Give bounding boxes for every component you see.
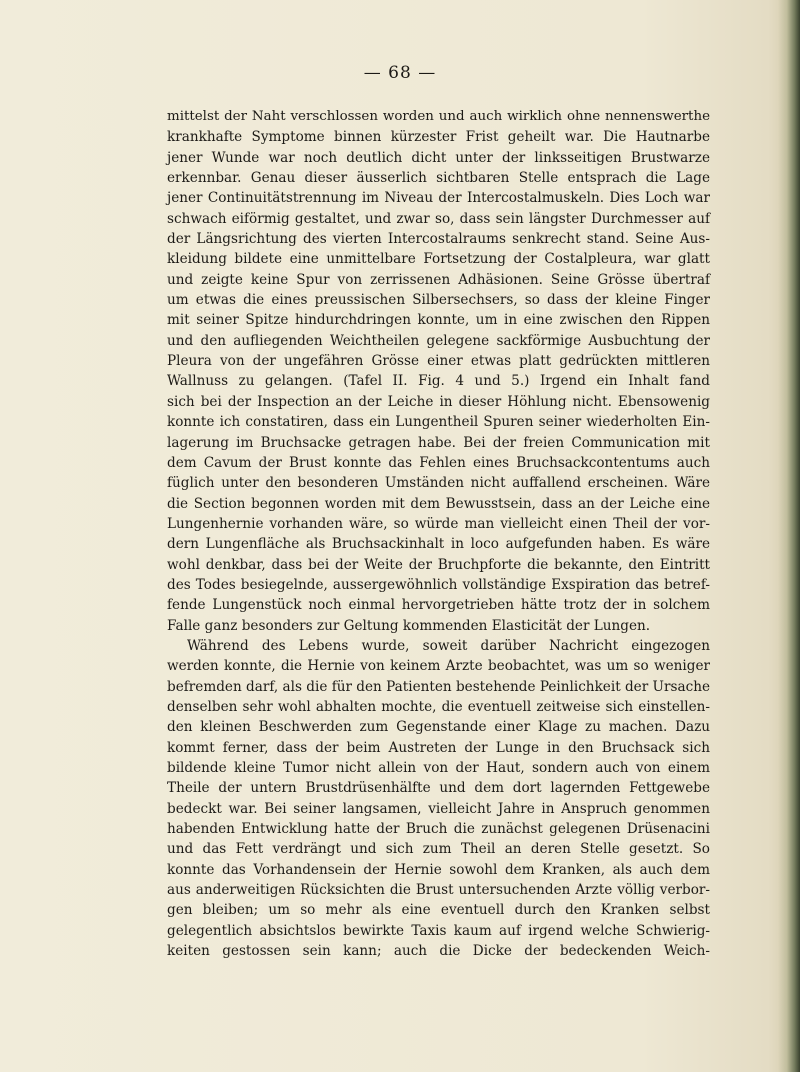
text-line: sich bei der Inspection an der Leiche in dieser Höhlung nicht. Ebensowenig — [167, 393, 710, 410]
text-line: konnte das Vorhandensein der Hernie sowohl dem Kranken, als auch dem — [167, 861, 710, 878]
text-line: habenden Entwicklung hatte der Bruch die zunächst gelegenen Drüsenacini — [167, 821, 710, 838]
text-line: dern Lungenfläche als Bruchsackinhalt in loco aufgefunden haben. Es wäre — [167, 536, 710, 553]
text-line: schwach eiförmig gestaltet, und zwar so, dass sein längster Durchmesser auf — [167, 210, 710, 227]
text-line: bildende kleine Tumor nicht allein von der Haut, sondern auch von einem — [167, 760, 710, 776]
text-line: Falle ganz besonders zur Geltung kommenden Elasticität der Lungen. — [167, 617, 651, 634]
text-line: und den aufliegenden Weichtheilen gelegene sackförmige Ausbuchtung der — [167, 332, 710, 349]
text-line: werden konnte, die Hernie von keinem Arzte beobachtet, was um so weniger — [167, 658, 710, 675]
text-line: den kleinen Beschwerden zum Gegenstande einer Klage zu machen. Dazu — [167, 719, 710, 736]
text-line: jener Continuitätstrennung im Niveau der Intercostalmuskeln. Dies Loch war — [167, 190, 710, 207]
text-line: der Längsrichtung des vierten Intercostalraums senkrecht stand. Seine Aus- — [167, 231, 710, 248]
text-line: Pleura von der ungefähren Grösse einer etwas platt gedrückten mittleren — [167, 353, 710, 370]
text-line: und das Fett verdrängt und sich zum Theil an deren Stelle gesetzt. So — [167, 841, 710, 858]
text-line: mit seiner Spitze hindurchdringen konnte, um in eine zwischen den Rippen — [167, 312, 710, 329]
text-line: befremden darf, als die für den Patienten bestehende Peinlichkeit der Ursache — [167, 678, 710, 695]
page-number: — 68 — — [363, 63, 437, 83]
text-line: Wallnuss zu gelangen. (Tafel II. Fig. 4 und 5.) Irgend ein Inhalt fand — [167, 373, 710, 390]
page-edge-shadow — [778, 0, 800, 1072]
text-line: Während des Lebens wurde, soweit darüber Nachricht eingezogen — [187, 637, 710, 654]
text-line: fende Lungenstück noch einmal hervorgetrieben hätte trotz der in solchem — [167, 597, 710, 614]
text-line: wohl denkbar, dass bei der Weite der Bruchpforte die bekannte, den Eintritt — [167, 556, 710, 573]
text-line: erkennbar. Genau dieser äusserlich sichtbaren Stelle entsprach die Lage — [167, 170, 710, 187]
text-line: gelegentlich absichtslos bewirkte Taxis kaum auf irgend welche Schwierig- — [167, 922, 710, 939]
text-line: lagerung im Bruchsacke getragen habe. Bei der freien Communication mit — [167, 434, 710, 451]
text-line: krankhafte Symptome binnen kürzester Frist geheilt war. Die Hautnarbe — [167, 129, 710, 146]
text-line: des Todes besiegelnde, aussergewöhnlich vollständige Exspiration das betref- — [167, 576, 710, 593]
text-line: keiten gestossen sein kann; auch die Dicke der bedeckenden Weich- — [167, 943, 710, 960]
text-line: und zeigte keine Spur von zerrissenen Adhäsionen. Seine Grösse übertraf — [167, 271, 710, 288]
text-line: gen bleiben; um so mehr als eine eventuell durch den Kranken selbst — [167, 902, 710, 919]
text-line: kommt ferner, dass der beim Austreten der Lunge in den Bruchsack sich — [167, 739, 710, 756]
text-line: mittelst der Naht verschlossen worden und auch wirklich ohne nennenswerthe — [167, 109, 710, 124]
text-line: konnte ich constatiren, dass ein Lungentheil Spuren seiner wiederholten Ein- — [167, 414, 710, 431]
text-line: aus anderweitigen Rücksichten die Brust untersuchenden Arzte völlig verbor- — [167, 882, 710, 899]
text-line: füglich unter den besonderen Umständen nicht auffallend erscheinen. Wäre — [167, 475, 710, 492]
text-line: bedeckt war. Bei seiner langsamen, vielleicht Jahre in Anspruch genommen — [167, 800, 710, 817]
text-line: jener Wunde war noch deutlich dicht unter der linksseitigen Brustwarze — [167, 149, 710, 166]
text-line: dem Cavum der Brust konnte das Fehlen eines Bruchsackcontentums auch — [167, 454, 710, 471]
text-line: denselben sehr wohl abhalten mochte, die eventuell zeitweise sich einstellen- — [167, 698, 710, 715]
text-line: die Section begonnen worden mit dem Bewusstsein, dass an der Leiche eine — [167, 495, 710, 512]
text-line: Theile der untern Brustdrüsenhälfte und dem dort lagernden Fettgewebe — [167, 780, 710, 797]
text-line: um etwas die eines preussischen Silbersechsers, so dass der kleine Finger — [167, 292, 710, 309]
text-line: Lungenhernie vorhanden wäre, so würde man vielleicht einen Theil der vor- — [167, 515, 710, 532]
text-line: kleidung bildete eine unmittelbare Fortsetzung der Costalpleura, war glatt — [167, 251, 710, 268]
body-text — [167, 107, 710, 961]
